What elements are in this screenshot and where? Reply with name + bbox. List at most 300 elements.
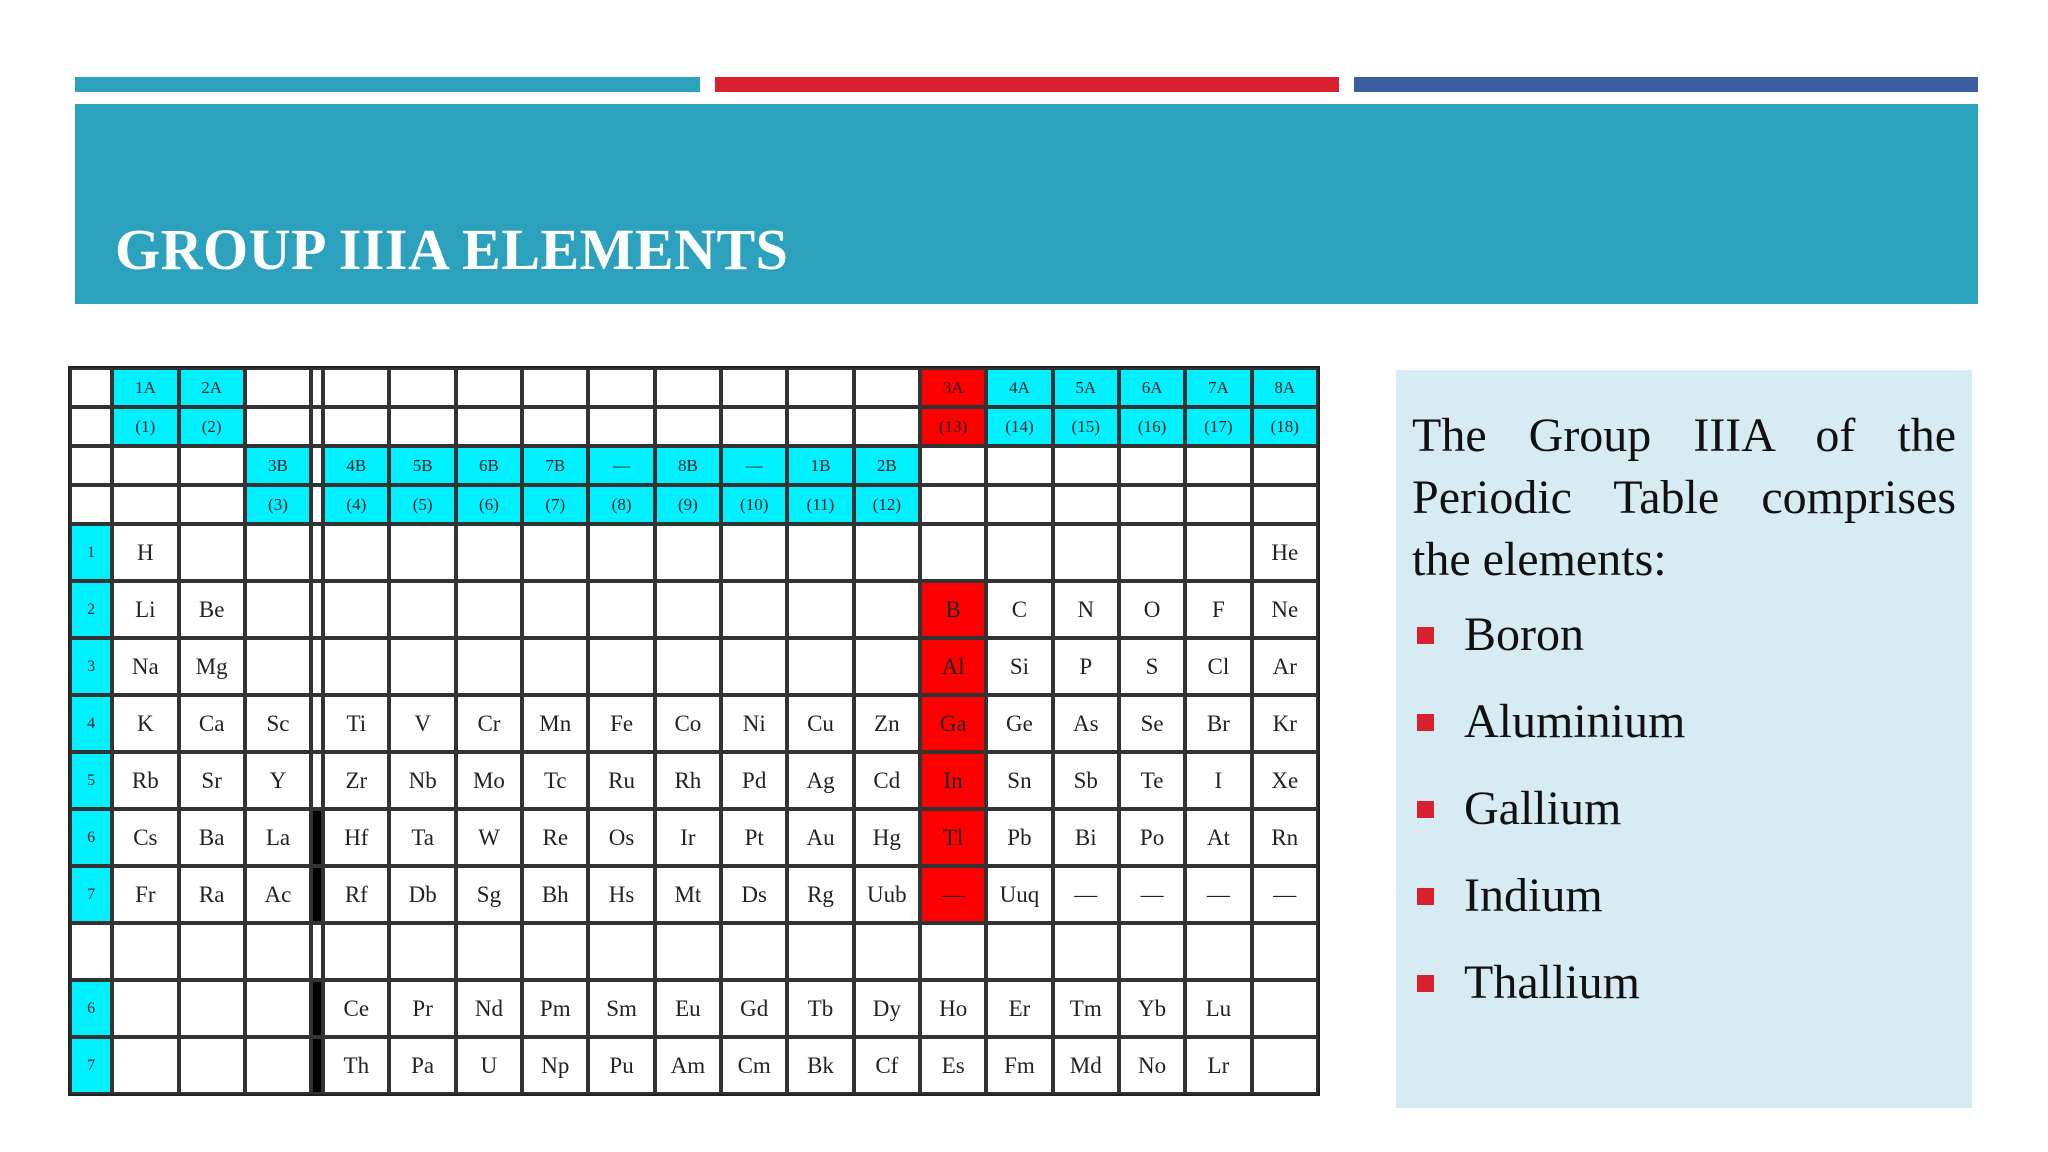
empty-cell	[854, 368, 920, 407]
element-cell: No	[1119, 1037, 1185, 1094]
element-cell: Rf	[323, 866, 389, 923]
element-cell: Ag	[787, 752, 853, 809]
element-cell: Lr	[1185, 1037, 1251, 1094]
empty-cell	[456, 524, 522, 581]
divider-cell	[311, 485, 323, 524]
empty-cell	[112, 923, 178, 980]
element-cell: Ar	[1252, 638, 1318, 695]
empty-cell	[522, 581, 588, 638]
element-cell: —	[1252, 866, 1318, 923]
element-cell: At	[1185, 809, 1251, 866]
group-header-cell: 5A	[1053, 368, 1119, 407]
element-cell: Kr	[1252, 695, 1318, 752]
empty-cell	[1053, 524, 1119, 581]
divider-cell	[311, 368, 323, 407]
empty-cell	[655, 638, 721, 695]
empty-cell	[1252, 980, 1318, 1037]
empty-cell	[1119, 923, 1185, 980]
table-row	[70, 809, 1318, 866]
element-cell: Md	[1053, 1037, 1119, 1094]
accent-bar-blue	[1354, 77, 1978, 92]
element-cell: Nb	[389, 752, 455, 809]
table-row	[70, 923, 1318, 980]
table-row	[70, 638, 1318, 695]
period-label-cell: 5	[70, 752, 112, 809]
table-row	[70, 1037, 1318, 1094]
group-header-cell: 4A	[986, 368, 1052, 407]
element-cell: P	[1053, 638, 1119, 695]
group-header-cell: (7)	[522, 485, 588, 524]
empty-cell	[721, 638, 787, 695]
element-cell: Al	[920, 638, 986, 695]
empty-cell	[787, 923, 853, 980]
empty-cell	[70, 485, 112, 524]
group-header-cell: (3)	[245, 485, 311, 524]
element-cell: —	[920, 866, 986, 923]
divider-cell	[311, 980, 323, 1037]
empty-cell	[389, 923, 455, 980]
period-label-cell: 7	[70, 866, 112, 923]
element-cell: In	[920, 752, 986, 809]
empty-cell	[456, 923, 522, 980]
element-cell: Nd	[456, 980, 522, 1037]
empty-cell	[1119, 446, 1185, 485]
element-cell: Br	[1185, 695, 1251, 752]
element-cell: Ca	[179, 695, 245, 752]
empty-cell	[721, 524, 787, 581]
empty-cell	[721, 923, 787, 980]
element-cell: Na	[112, 638, 178, 695]
element-cell: Sn	[986, 752, 1052, 809]
element-cell: Np	[522, 1037, 588, 1094]
element-cell: Xe	[1252, 752, 1318, 809]
element-cell: Er	[986, 980, 1052, 1037]
info-text: The Group IIIA of the Periodic Table comprises the elements:	[1412, 409, 1956, 586]
group-header-cell: 8B	[655, 446, 721, 485]
period-label-cell: 6	[70, 980, 112, 1037]
group-header-cell: 3A	[920, 368, 986, 407]
empty-cell	[179, 485, 245, 524]
element-cell: Li	[112, 581, 178, 638]
element-cell: Pt	[721, 809, 787, 866]
element-cell: K	[112, 695, 178, 752]
empty-cell	[179, 524, 245, 581]
element-list	[1396, 608, 1972, 1046]
element-cell: Ni	[721, 695, 787, 752]
square-bullet-icon	[1417, 888, 1434, 905]
empty-cell	[323, 524, 389, 581]
group-header-cell: 3B	[245, 446, 311, 485]
empty-cell	[323, 923, 389, 980]
empty-cell	[588, 923, 654, 980]
element-cell: Dy	[854, 980, 920, 1037]
empty-cell	[1252, 1037, 1318, 1094]
empty-cell	[522, 368, 588, 407]
element-cell: Hs	[588, 866, 654, 923]
empty-cell	[522, 524, 588, 581]
empty-cell	[1185, 923, 1251, 980]
empty-cell	[787, 524, 853, 581]
empty-cell	[588, 407, 654, 446]
period-label-cell: 2	[70, 581, 112, 638]
element-cell: Pa	[389, 1037, 455, 1094]
element-cell: Ti	[323, 695, 389, 752]
group-header-cell: 2B	[854, 446, 920, 485]
element-cell: As	[1053, 695, 1119, 752]
group-header-cell: 8A	[1252, 368, 1318, 407]
empty-cell	[655, 407, 721, 446]
empty-cell	[854, 581, 920, 638]
divider-cell	[311, 809, 323, 866]
element-cell: Db	[389, 866, 455, 923]
table-row	[70, 368, 1318, 407]
list-item-label: Aluminium	[1464, 695, 1686, 748]
empty-cell	[588, 524, 654, 581]
group-header-cell: (1)	[112, 407, 178, 446]
element-cell: He	[1252, 524, 1318, 581]
divider-cell	[311, 695, 323, 752]
group-header-cell: 2A	[179, 368, 245, 407]
element-cell: Ds	[721, 866, 787, 923]
element-cell: Mn	[522, 695, 588, 752]
periodic-table	[68, 366, 1320, 1096]
element-cell: Cm	[721, 1037, 787, 1094]
element-cell: Cf	[854, 1037, 920, 1094]
square-bullet-icon	[1417, 975, 1434, 992]
divider-cell	[311, 638, 323, 695]
group-header-cell: (4)	[323, 485, 389, 524]
table-row	[70, 866, 1318, 923]
group-header-cell: —	[588, 446, 654, 485]
empty-cell	[389, 581, 455, 638]
element-cell: Es	[920, 1037, 986, 1094]
element-cell: Sc	[245, 695, 311, 752]
element-cell: Cd	[854, 752, 920, 809]
empty-cell	[854, 407, 920, 446]
empty-cell	[787, 368, 853, 407]
element-cell: Po	[1119, 809, 1185, 866]
element-cell: —	[1119, 866, 1185, 923]
table-row	[70, 980, 1318, 1037]
empty-cell	[655, 581, 721, 638]
empty-cell	[1053, 485, 1119, 524]
element-cell: Cs	[112, 809, 178, 866]
empty-cell	[920, 446, 986, 485]
empty-cell	[721, 368, 787, 407]
element-cell: I	[1185, 752, 1251, 809]
group-header-cell: (16)	[1119, 407, 1185, 446]
element-cell: Ba	[179, 809, 245, 866]
empty-cell	[522, 407, 588, 446]
empty-cell	[323, 407, 389, 446]
empty-cell	[655, 368, 721, 407]
empty-cell	[323, 368, 389, 407]
empty-cell	[456, 407, 522, 446]
empty-cell	[986, 524, 1052, 581]
element-cell: Lu	[1185, 980, 1251, 1037]
period-label-cell: 6	[70, 809, 112, 866]
element-cell: Hg	[854, 809, 920, 866]
element-cell: Pd	[721, 752, 787, 809]
empty-cell	[1119, 524, 1185, 581]
empty-cell	[655, 524, 721, 581]
element-cell: Cr	[456, 695, 522, 752]
empty-cell	[456, 638, 522, 695]
group-header-cell: —	[721, 446, 787, 485]
element-cell: Y	[245, 752, 311, 809]
empty-cell	[920, 923, 986, 980]
element-cell: Zr	[323, 752, 389, 809]
list-item-label: Thallium	[1464, 956, 1640, 1009]
element-cell: Tm	[1053, 980, 1119, 1037]
element-cell: Yb	[1119, 980, 1185, 1037]
element-cell: Zn	[854, 695, 920, 752]
empty-cell	[245, 980, 311, 1037]
element-cell: Se	[1119, 695, 1185, 752]
element-cell: Eu	[655, 980, 721, 1037]
empty-cell	[1252, 485, 1318, 524]
element-cell: Fm	[986, 1037, 1052, 1094]
empty-cell	[70, 407, 112, 446]
group-header-cell: (14)	[986, 407, 1052, 446]
empty-cell	[245, 368, 311, 407]
list-item-label: Boron	[1464, 608, 1584, 661]
empty-cell	[588, 368, 654, 407]
table-row	[70, 581, 1318, 638]
element-cell: Pr	[389, 980, 455, 1037]
element-cell: Mt	[655, 866, 721, 923]
element-cell: Cu	[787, 695, 853, 752]
empty-cell	[1185, 485, 1251, 524]
empty-cell	[787, 638, 853, 695]
empty-cell	[986, 446, 1052, 485]
element-cell: Fr	[112, 866, 178, 923]
empty-cell	[1252, 446, 1318, 485]
group-header-cell: 4B	[323, 446, 389, 485]
element-cell: Sm	[588, 980, 654, 1037]
element-cell: Gd	[721, 980, 787, 1037]
empty-cell	[1053, 923, 1119, 980]
group-header-cell: (17)	[1185, 407, 1251, 446]
element-cell: Th	[323, 1037, 389, 1094]
empty-cell	[1252, 923, 1318, 980]
divider-cell	[311, 752, 323, 809]
empty-cell	[920, 485, 986, 524]
element-cell: Uub	[854, 866, 920, 923]
group-header-cell: (5)	[389, 485, 455, 524]
table-row	[70, 752, 1318, 809]
element-cell: Ru	[588, 752, 654, 809]
empty-cell	[588, 638, 654, 695]
square-bullet-icon	[1417, 801, 1434, 818]
element-cell: Sr	[179, 752, 245, 809]
title-banner	[75, 104, 1978, 304]
element-cell: Rg	[787, 866, 853, 923]
empty-cell	[112, 1037, 178, 1094]
empty-cell	[179, 446, 245, 485]
element-cell: La	[245, 809, 311, 866]
table-row	[70, 407, 1318, 446]
empty-cell	[787, 581, 853, 638]
group-header-cell: 7B	[522, 446, 588, 485]
list-item-boron	[1396, 608, 1972, 698]
group-header-cell: (9)	[655, 485, 721, 524]
element-cell: Ge	[986, 695, 1052, 752]
period-label-cell: 3	[70, 638, 112, 695]
empty-cell	[70, 368, 112, 407]
divider-cell	[311, 866, 323, 923]
empty-cell	[245, 1037, 311, 1094]
empty-cell	[854, 638, 920, 695]
element-cell: Fe	[588, 695, 654, 752]
element-cell: Pm	[522, 980, 588, 1037]
list-item-aluminium	[1396, 695, 1972, 785]
element-cell: Be	[179, 581, 245, 638]
element-cell: Bk	[787, 1037, 853, 1094]
slide-title: GROUP IIIA ELEMENTS	[115, 217, 789, 282]
period-label-cell: 7	[70, 1037, 112, 1094]
element-cell: Au	[787, 809, 853, 866]
element-cell: H	[112, 524, 178, 581]
element-cell: Cl	[1185, 638, 1251, 695]
element-cell: Te	[1119, 752, 1185, 809]
element-cell: O	[1119, 581, 1185, 638]
group-header-cell: (11)	[787, 485, 853, 524]
group-header-cell: (13)	[920, 407, 986, 446]
empty-cell	[179, 1037, 245, 1094]
list-item-indium	[1396, 869, 1972, 959]
empty-cell	[179, 923, 245, 980]
group-header-cell: (6)	[456, 485, 522, 524]
element-cell: Tl	[920, 809, 986, 866]
element-cell: Co	[655, 695, 721, 752]
empty-cell	[854, 524, 920, 581]
empty-cell	[1185, 524, 1251, 581]
list-item-thallium	[1396, 956, 1972, 1046]
period-label-cell: 1	[70, 524, 112, 581]
element-cell: Sg	[456, 866, 522, 923]
element-cell: U	[456, 1037, 522, 1094]
empty-cell	[655, 923, 721, 980]
list-item-label: Indium	[1464, 869, 1603, 922]
empty-cell	[787, 407, 853, 446]
element-cell: B	[920, 581, 986, 638]
element-cell: Si	[986, 638, 1052, 695]
accent-bar-red	[715, 77, 1339, 92]
element-cell: V	[389, 695, 455, 752]
element-cell: Tb	[787, 980, 853, 1037]
group-header-cell: (10)	[721, 485, 787, 524]
table-row	[70, 695, 1318, 752]
element-cell: Tc	[522, 752, 588, 809]
empty-cell	[522, 638, 588, 695]
element-cell: Uuq	[986, 866, 1052, 923]
element-cell: Pb	[986, 809, 1052, 866]
empty-cell	[854, 923, 920, 980]
empty-cell	[245, 923, 311, 980]
empty-cell	[522, 923, 588, 980]
element-cell: F	[1185, 581, 1251, 638]
element-cell: Rh	[655, 752, 721, 809]
empty-cell	[456, 368, 522, 407]
list-item-gallium	[1396, 782, 1972, 872]
element-cell: —	[1185, 866, 1251, 923]
element-cell: Ac	[245, 866, 311, 923]
empty-cell	[1185, 446, 1251, 485]
element-cell: Re	[522, 809, 588, 866]
table-row	[70, 485, 1318, 524]
element-cell: Rn	[1252, 809, 1318, 866]
group-header-cell: 5B	[389, 446, 455, 485]
element-cell: Ta	[389, 809, 455, 866]
group-header-cell: (15)	[1053, 407, 1119, 446]
empty-cell	[112, 980, 178, 1037]
element-cell: Pu	[588, 1037, 654, 1094]
element-cell: Mo	[456, 752, 522, 809]
empty-cell	[588, 581, 654, 638]
empty-cell	[389, 524, 455, 581]
group-header-cell: 7A	[1185, 368, 1251, 407]
empty-cell	[986, 923, 1052, 980]
element-cell: Hf	[323, 809, 389, 866]
element-cell: Bh	[522, 866, 588, 923]
group-header-cell: 1B	[787, 446, 853, 485]
divider-cell	[311, 923, 323, 980]
empty-cell	[1119, 485, 1185, 524]
divider-cell	[311, 446, 323, 485]
element-cell: Ir	[655, 809, 721, 866]
element-cell: Bi	[1053, 809, 1119, 866]
group-header-cell: 6B	[456, 446, 522, 485]
element-cell: S	[1119, 638, 1185, 695]
element-cell: Rb	[112, 752, 178, 809]
element-cell: Am	[655, 1037, 721, 1094]
square-bullet-icon	[1417, 714, 1434, 731]
empty-cell	[986, 485, 1052, 524]
element-cell: Mg	[179, 638, 245, 695]
list-item-label: Gallium	[1464, 782, 1622, 835]
empty-cell	[456, 581, 522, 638]
empty-cell	[112, 485, 178, 524]
element-cell: Ho	[920, 980, 986, 1037]
group-header-cell: (8)	[588, 485, 654, 524]
empty-cell	[721, 407, 787, 446]
element-cell: Sb	[1053, 752, 1119, 809]
empty-cell	[245, 524, 311, 581]
empty-cell	[112, 446, 178, 485]
divider-cell	[311, 1037, 323, 1094]
divider-cell	[311, 407, 323, 446]
period-label-cell: 4	[70, 695, 112, 752]
group-header-cell: 6A	[1119, 368, 1185, 407]
accent-bar-teal	[75, 77, 700, 92]
empty-cell	[721, 581, 787, 638]
table-row	[70, 524, 1318, 581]
element-cell: Ne	[1252, 581, 1318, 638]
divider-cell	[311, 524, 323, 581]
empty-cell	[1053, 446, 1119, 485]
empty-cell	[70, 923, 112, 980]
element-cell: W	[456, 809, 522, 866]
group-header-cell: (2)	[179, 407, 245, 446]
group-header-cell: (18)	[1252, 407, 1318, 446]
element-cell: Ce	[323, 980, 389, 1037]
group-header-cell: 1A	[112, 368, 178, 407]
table-row	[70, 446, 1318, 485]
empty-cell	[245, 407, 311, 446]
element-cell: Ga	[920, 695, 986, 752]
empty-cell	[323, 638, 389, 695]
